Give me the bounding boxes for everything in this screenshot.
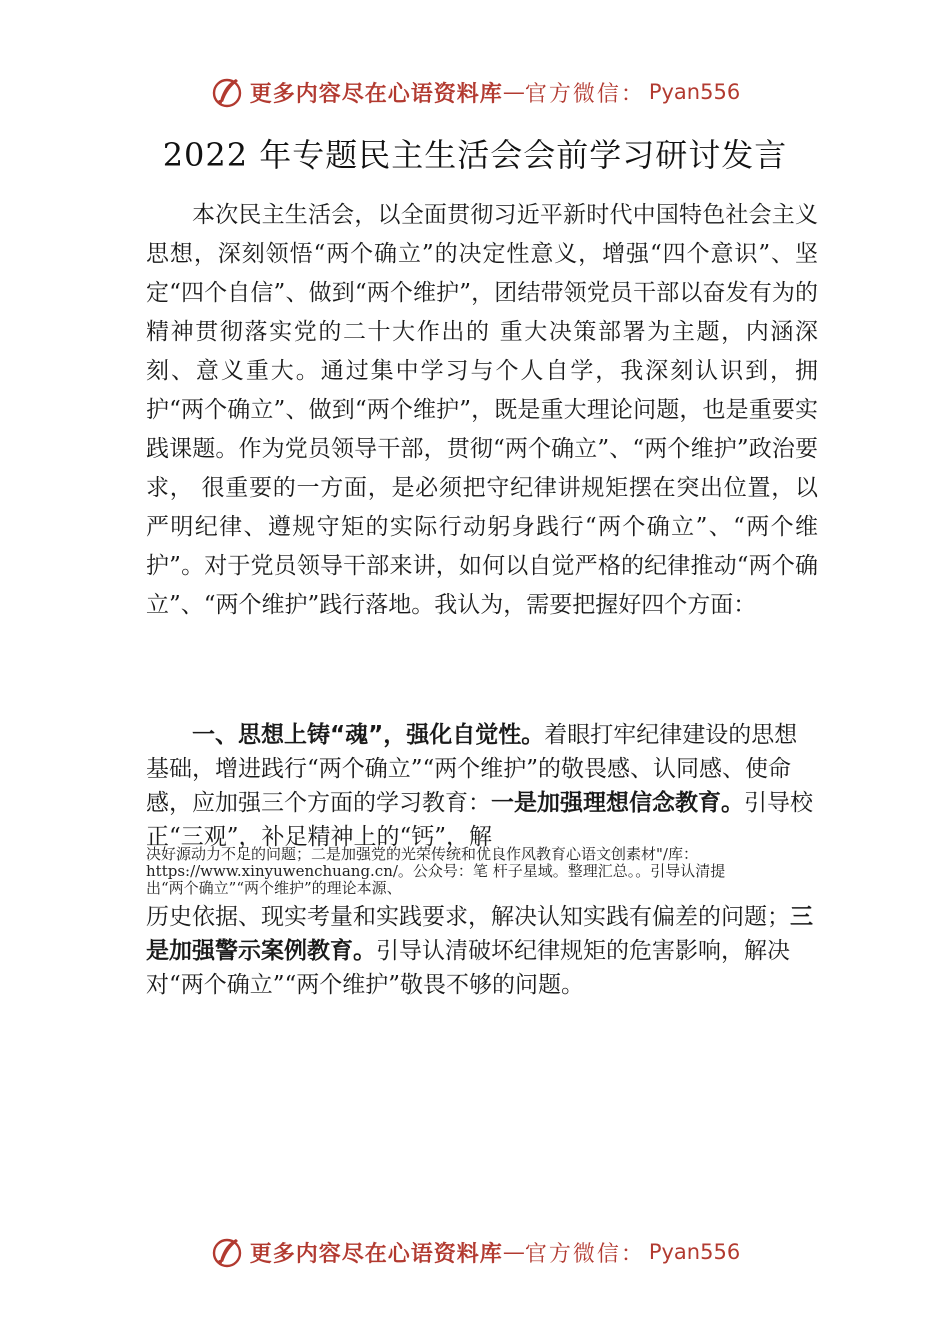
intro-paragraph: 本次民主生活会，以全面贯彻习近平新时代中国特色社会主义思想，深刻领悟“两个确立”的决定性意义，增强“四个意识”、坚定“四个自信”、做到“两个维护”，团结带领党员干部以奋发有为的精神贯彻落实党的二十大作出的 重大决策部署为主题，内涵深刻、意义重大。通过集中学习与个人自学，我深刻认识到，拥护“两个确立”、做到“两个维护”，既是重大理论问题，也是重要实践课题。作为党员领导干部，贯彻“两个确立”、“两个维护”政治要求， 很重要的一方面，是必须把守纪律讲规矩摆在突出位置，以严明纪律、遵规守矩的实际行动躬身践行“两个确立”、“两个维护”。对于党员领导干部来讲，如何以自觉严格的纪律推动“两个确立”、“两个维护”践行落地。我认为，需要把握好四个方面： — [146, 202, 818, 618]
section-continued-paragraph — [146, 900, 818, 1002]
section-one — [146, 718, 818, 854]
header-banner — [0, 72, 950, 112]
banner-separator: — — [502, 79, 525, 105]
quill-logo-icon — [210, 1235, 244, 1269]
banner-main-text: 更多内容尽在心语资料库 — [249, 80, 503, 107]
small-line-3: 出“两个确立”“两个维护”的理论本源、 — [146, 880, 402, 897]
intro-paragraph-block — [146, 196, 818, 625]
small-line-1: 决好源动力不足的问题；二是加强党的光荣传统和优良作风教育心语文创素材"/库： — [146, 846, 698, 863]
banner-wechat-id: Pyan556 — [648, 80, 741, 104]
section-one-text-2: 引导校正“三观”，补足精神上的“钙”，解 — [146, 790, 813, 850]
banner-wechat-label: 官方微信： — [524, 81, 645, 107]
document-title: 2022 年专题民主生活会会前学习研讨发言 — [162, 136, 788, 174]
section-one-heading: 一、思想上铸“魂”，强化自觉性。 — [192, 722, 545, 748]
footer-banner — [0, 1232, 950, 1272]
small-line-2: https://www.xinyuwenchuang.cn/。公众号：笔 杆子星域。整理汇总。。引导认清提 — [146, 863, 726, 880]
section-one-continued — [146, 900, 818, 1002]
banner-main-text: 更多内容尽在心语资料库 — [249, 1240, 503, 1267]
section-one-text: 着眼打牢纪律建设的思想基础，增进践行“两个确立”“两个维护”的敬畏感、认同感、使命感，应加强三个方面的学习教育： — [146, 722, 798, 816]
section-continued-text-2: 引导认清破坏纪律规矩的危害影响，解决对“两个确立”“两个维护”敬畏不够的问题。 — [146, 938, 790, 998]
quill-logo-icon — [210, 75, 244, 109]
section-continued-text: 历史依据、现实考量和实践要求，解决认知实践有偏差的问题； — [146, 904, 790, 930]
section-one-point-one: 一是加强理想信念教育。 — [491, 790, 744, 816]
embedded-small-text — [146, 846, 818, 897]
banner-separator: — — [502, 1239, 525, 1265]
section-one-paragraph — [146, 718, 818, 854]
banner-wechat-label: 官方微信： — [524, 1241, 645, 1267]
banner-wechat-id: Pyan556 — [648, 1240, 741, 1264]
section-point-three: 三是加强警示案例教育。 — [146, 904, 813, 964]
